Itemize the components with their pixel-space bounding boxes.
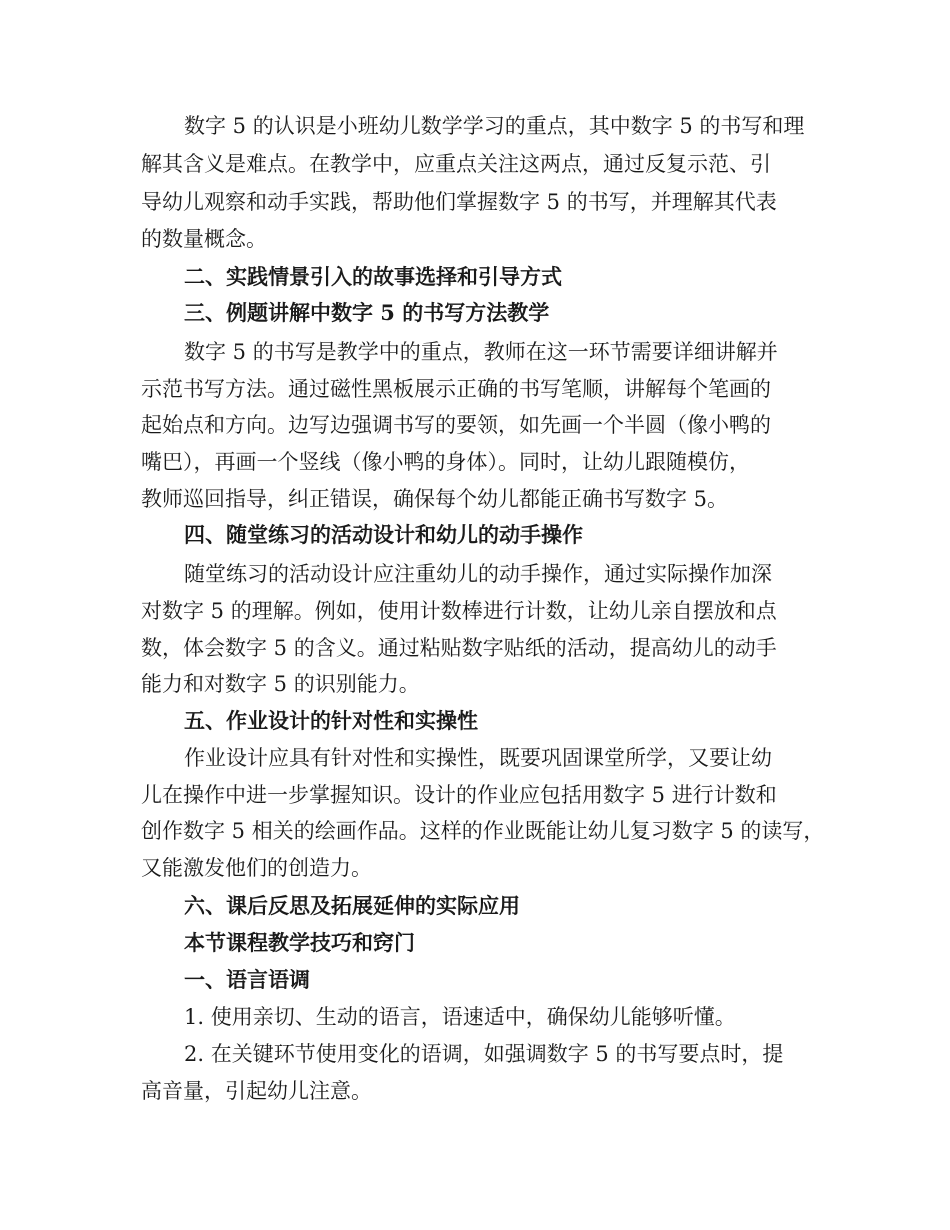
paragraph-line: 解其含义是难点。在教学中，应重点关注这两点，通过反复示范、引	[141, 152, 771, 176]
paragraph-line: 起始点和方向。边写边强调书写的要领，如先画一个半圆（像小鸭的	[141, 413, 771, 437]
paragraph-line: 示范书写方法。通过磁性黑板展示正确的书写笔顺，讲解每个笔画的	[141, 377, 771, 401]
section-heading: 一、语言语调	[184, 967, 310, 992]
paragraph-line: 创作数字 5 相关的绘画作品。这样的作业既能让幼儿复习数字 5 的读写，	[141, 819, 825, 843]
list-item: 1. 使用亲切、生动的语言，语速适中，确保幼儿能够听懂。	[184, 1005, 736, 1029]
section-heading: 四、随堂练习的活动设计和幼儿的动手操作	[184, 522, 583, 547]
list-item: 2. 在关键环节使用变化的语调，如强调数字 5 的书写要点时，提	[184, 1042, 784, 1066]
paragraph-line: 的数量概念。	[141, 227, 267, 251]
section-heading: 本节课程教学技巧和窍门	[184, 930, 415, 955]
paragraph-line: 数，体会数字 5 的含义。通过粘贴数字贴纸的活动，提高幼儿的动手	[141, 636, 777, 660]
paragraph-line: 儿在操作中进一步掌握知识。设计的作业应包括用数字 5 进行计数和	[141, 783, 777, 807]
paragraph-line: 教师巡回指导，纠正错误，确保每个幼儿都能正确书写数字 5。	[141, 487, 729, 511]
paragraph-line: 数字 5 的书写是教学中的重点，教师在这一环节需要详细讲解并	[184, 340, 778, 364]
paragraph-line: 数字 5 的认识是小班幼儿数学学习的重点，其中数字 5 的书写和理	[184, 114, 805, 138]
paragraph-line: 嘴巴），再画一个竖线（像小鸭的身体）。同时，让幼儿跟随模仿，	[141, 450, 750, 474]
section-heading: 六、课后反思及拓展延伸的实际应用	[184, 893, 520, 918]
paragraph-line: 对数字 5 的理解。例如，使用计数棒进行计数，让幼儿亲自摆放和点	[141, 599, 777, 623]
paragraph-line: 又能激发他们的创造力。	[141, 856, 372, 880]
paragraph-line: 导幼儿观察和动手实践，帮助他们掌握数字 5 的书写，并理解其代表	[141, 190, 777, 214]
paragraph-line: 高音量，引起幼儿注意。	[141, 1079, 372, 1103]
section-heading: 二、实践情景引入的故事选择和引导方式	[184, 264, 562, 289]
section-heading: 五、作业设计的针对性和实操性	[184, 708, 478, 733]
section-heading: 三、例题讲解中数字 5 的书写方法教学	[184, 300, 550, 325]
paragraph-line: 能力和对数字 5 的识别能力。	[141, 672, 420, 696]
paragraph-line: 随堂练习的活动设计应注重幼儿的动手操作，通过实际操作加深	[184, 562, 772, 586]
paragraph-line: 作业设计应具有针对性和实操性，既要巩固课堂所学，又要让幼	[184, 746, 772, 770]
